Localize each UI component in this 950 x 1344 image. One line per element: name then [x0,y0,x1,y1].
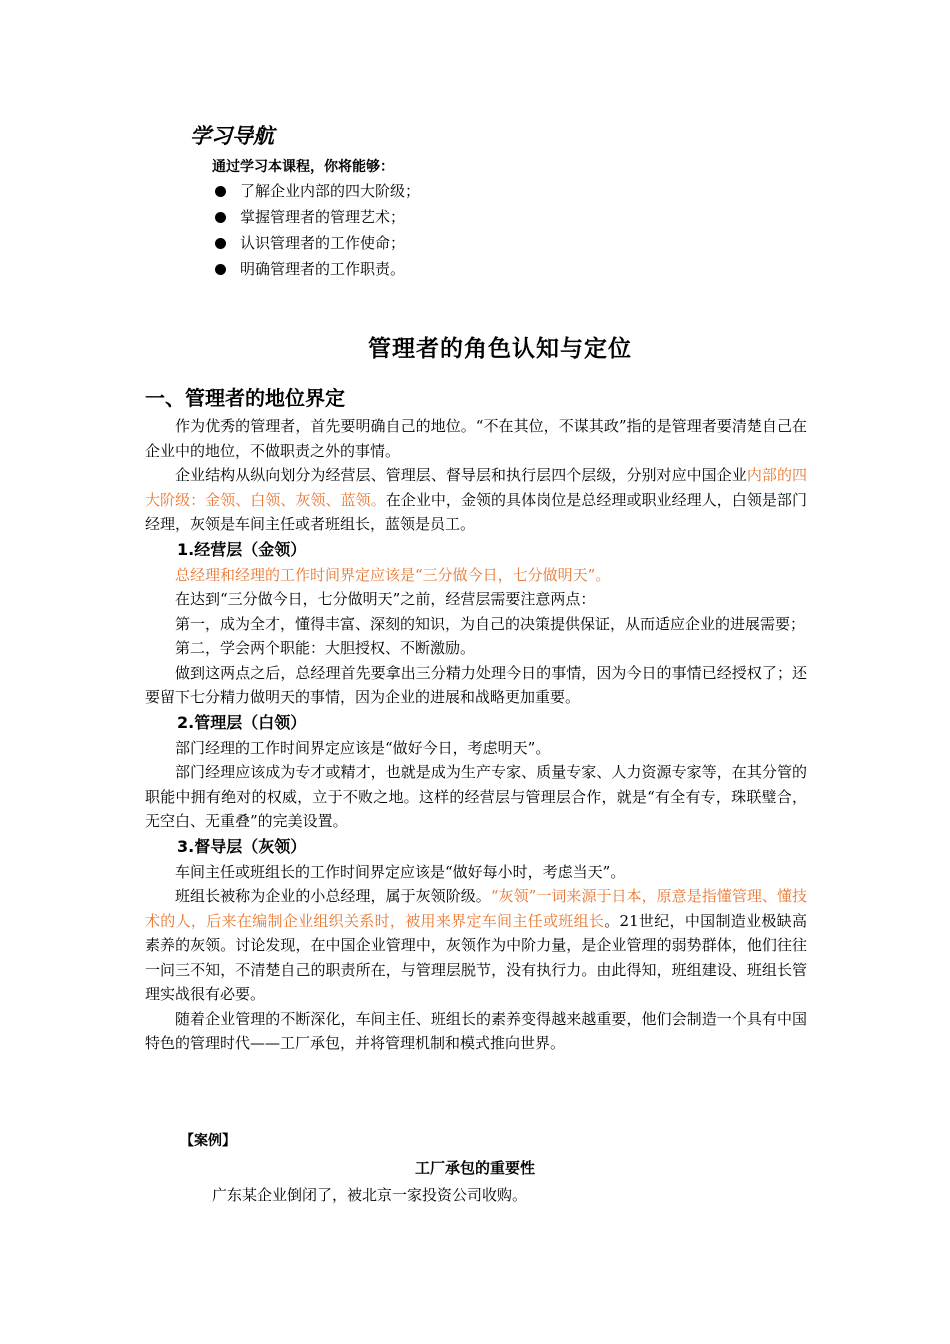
paragraph: 车间主任或班组长的工作时间界定应该是“做好每小时，考虑当天”。 [175,862,626,881]
subsection-heading: 1.经营层（金领） [177,539,307,559]
objectives-list [212,182,420,286]
paragraph: 部门经理应该成为专才或精才，也就是成为生产专家、质量专家、人力资源专家等，在其分管的职能中拥有绝对的权威，立于不败之地。这样的经营层与管理层合作，就是“有全有专，珠联璧合，无空白、无重叠”的完美设置。 [145,763,807,830]
paragraph: 作为优秀的管理者，首先要明确自己的地位。“不在其位，不谋其政”指的是管理者要清楚自己在企业中的地位，不做职责之外的事情。 [145,417,807,460]
list-item: 认识管理者的工作使命； [212,234,420,260]
paragraph: 第一，成为全才，懂得丰富、深刻的知识，为自己的决策提供保证，从而适应企业的进展需要； [175,614,806,633]
paragraph: 班组长被称为企业的小总经理，属于灰领阶级。“灰领”一词来源于日本，原意是指懂管理、懂技术的人，后来在编制企业组织关系时，被用来界定车间主任或班组长。21世纪，中国制造业极缺高素养的灰领。讨论发现，在中国企业管理中，灰领作为中阶力量，是企业管理的弱势群体，他们往往一问三不知，不清楚自己的职责所在，与管理层脱节，没有执行力。由此得知，班组建设、班组长管理实战很有必要。 [145,887,807,1003]
bullet-icon [215,186,226,197]
case-text: 广东某企业倒闭了，被北京一家投资公司收购。 [212,1186,528,1204]
section-heading: 一、管理者的地位界定 [145,386,345,410]
case-label: 【案例】 [180,1133,236,1149]
paragraph: 随着企业管理的不断深化，车间主任、班组长的素养变得越来越重要，他们会制造一个具有中国特色的管理时代——工厂承包，并将管理机制和模式推向世界。 [145,1009,807,1052]
paragraph: 企业结构从纵向划分为经营层、管理层、督导层和执行层四个层级，分别对应中国企业内部的四大阶级：金领、白领、灰领、蓝领。在企业中，金领的具体岗位是总经理或职业经理人，白领是部门经理，灰领是车间主任或者班组长，蓝领是员工。 [145,466,807,533]
bullet-icon [215,212,226,223]
case-title: 工厂承包的重要性 [414,1159,535,1177]
bullet-icon [215,238,226,249]
subsection-heading: 2.管理层（白领） [177,712,307,732]
list-item: 掌握管理者的管理艺术； [212,208,420,234]
list-item: 明确管理者的工作职责。 [212,260,420,286]
highlight-text: 内部的四大阶级：金领、白领、灰领、蓝领。 [145,466,807,509]
paragraph: 第二，学会两个职能：大胆授权、不断激励。 [175,639,476,657]
paragraph: 部门经理的工作时间界定应该是“做好今日，考虑明天”。 [175,738,551,757]
paragraph: 做到这两点之后，总经理首先要拿出三分精力处理今日的事情，因为今日的事情已经授权了；还要留下七分精力做明天的事情，因为企业的进展和战略更加重要。 [145,663,807,706]
list-item: 了解企业内部的四大阶级； [212,182,420,208]
highlight-paragraph: 总经理和经理的工作时间界定应该是“三分做今日，七分做明天”。 [175,565,611,584]
highlight-text: “灰领”一词来源于日本，原意是指懂管理、懂技术的人，后来在编制企业组织关系时，被用来界定车间主任或班组长 [145,887,807,930]
study-guide-title: 学习导航 [190,124,274,148]
section-body [145,414,807,1056]
document-title: 管理者的角色认知与定位 [368,336,632,362]
paragraph: 在达到“三分做今日，七分做明天”之前，经营层需要注意两点： [175,590,596,608]
subsection-heading: 3.督导层（灰领） [177,836,307,856]
study-guide-intro: 通过学习本课程，你将能够： [212,159,394,175]
bullet-icon [215,264,226,275]
